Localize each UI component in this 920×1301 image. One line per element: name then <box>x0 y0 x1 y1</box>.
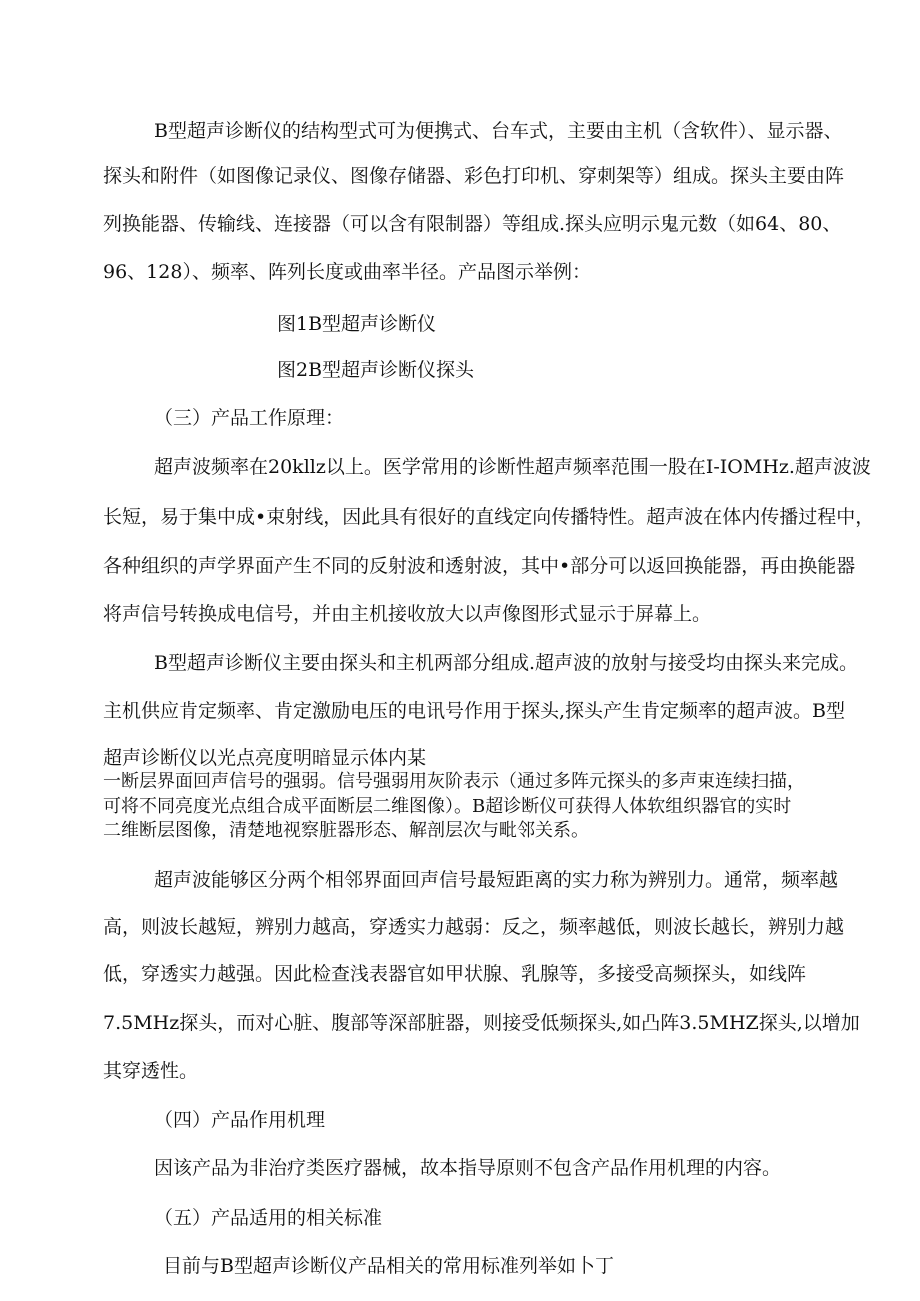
body-text-line: B型超声诊断仪主要由探头和主机两部分组成.超声波的放射与接受均由探头来完成。 <box>154 652 859 674</box>
body-text-line: B型超声诊断仪的结构型式可为便携式、台车式，主要由主机（含软件）、显示器、 <box>154 120 843 142</box>
body-text-line: 二维断层图像，清楚地视察脏器形态、解剖层次与毗邻关系。 <box>103 820 589 841</box>
body-text-line: 因该产品为非治疗类医疗器械，故本指导原则不包含产品作用机理的内容。 <box>154 1157 782 1179</box>
body-text-line: 目前与B型超声诊断仪产品相关的常用标准列举如卜丁 <box>163 1255 614 1277</box>
body-text-line: 高，则波长越短，辨别力越高，穿透实力越弱：反之，频率越低，则波长越长，辨别力越 <box>103 916 845 938</box>
section-heading: （四）产品作用机理 <box>154 1109 326 1131</box>
body-text-line: 长短，易于集中成•束射线，因此具有很好的直线定向传播特性。超声波在体内传播过程中， <box>103 506 875 528</box>
body-text-line: 主机供应肯定频率、肯定激励电压的电讯号作用于探头,探头产生肯定频率的超声波。B型 <box>103 700 846 722</box>
body-text-line: 96、128）、频率、阵列长度或曲率半径。产品图示举例： <box>103 261 591 283</box>
figure-caption: 图1B型超声诊断仪 <box>277 313 437 335</box>
section-heading: （三）产品工作原理： <box>154 407 345 429</box>
section-heading: （五）产品适用的相关标准 <box>154 1207 383 1229</box>
body-text-line: 将声信号转换成电信号，并由主机接收放大以声像图形式显示于屏幕上。 <box>103 603 712 625</box>
body-text-line: 各种组织的声学界面产生不同的反射波和透射波，其中•部分可以返回换能器，再由换能器 <box>103 555 856 577</box>
body-text-line: 可将不同亮度光点组合成平面断层二维图像）。B超诊断仪可获得人体软组织器官的实时 <box>103 796 792 817</box>
body-text-line: 低，穿透实力越强。因此检查浅表器官如甲状腺、乳腺等，多接受高频探头，如线阵 <box>103 963 807 985</box>
figure-caption: 图2B型超声诊断仪探头 <box>277 359 475 381</box>
body-text-line: 7.5MHz探头，而对心脏、腹部等深部脏器，则接受低频探头,如凸阵3.5MHZ探头,以增加 <box>103 1012 860 1034</box>
body-text-line: 其穿透性。 <box>103 1060 199 1082</box>
body-text-line: 一断层界面回声信号的强弱。信号强弱用灰阶表示（通过多阵元探头的多声束连续扫描， <box>103 771 805 792</box>
body-text-line: 超声波能够区分两个相邻界面回声信号最短距离的实力称为辨别力。通常，频率越 <box>154 869 839 891</box>
body-text-line: 超声诊断仪以光点亮度明暗显示体内某 <box>103 747 427 769</box>
body-text-line: 超声波频率在20kllz以上。医学常用的诊断性超声频率范围一股在I-IOMHz.超声波波 <box>154 456 871 478</box>
body-text-line: 列换能器、传输线、连接器（可以含有限制器）等组成.探头应明示鬼元数（如64、80、 <box>103 213 842 235</box>
body-text-line: 探头和附件（如图像记录仪、图像存储器、彩色打印机、穿刺架等）组成。探头主要由阵 <box>103 165 845 187</box>
